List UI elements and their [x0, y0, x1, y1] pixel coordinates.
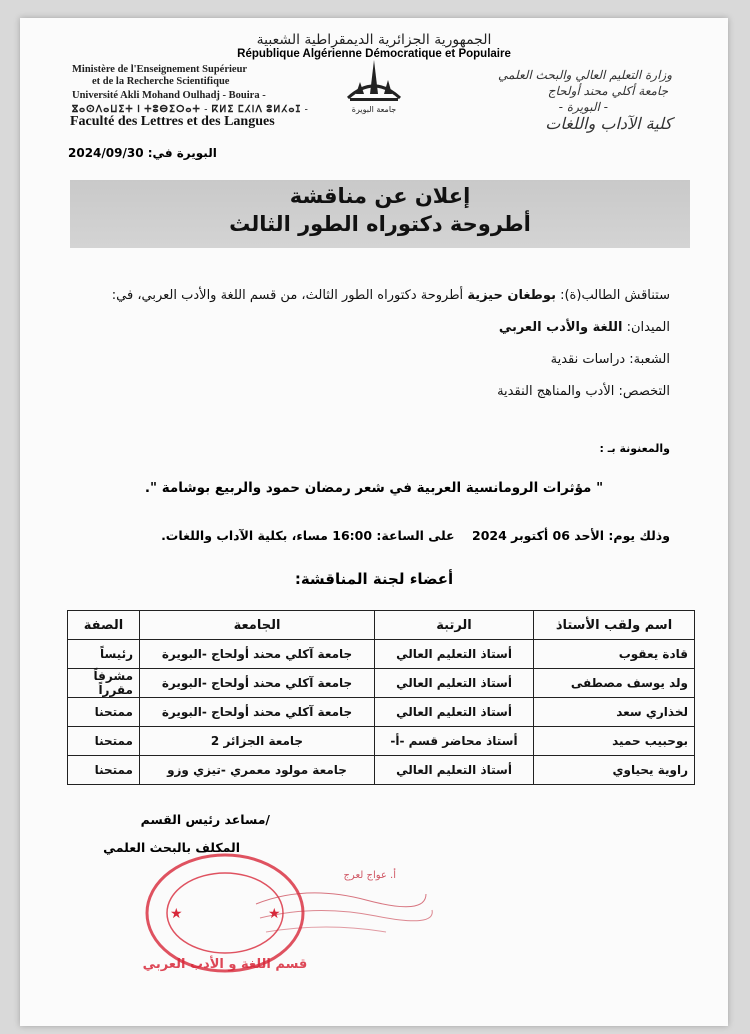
table-row	[68, 698, 695, 727]
ministry-french-1: Ministère de l'Enseignement Supérieur	[72, 64, 248, 75]
header-role: الصفة	[68, 611, 140, 640]
document-page	[20, 18, 728, 1026]
specialty-value: الأدب والمناهج النقدية	[497, 384, 615, 399]
header-name: اسم ولقب الأستاذ	[534, 611, 695, 640]
member-name: لخذاري سعد	[534, 698, 695, 727]
member-rank: أستاذ التعليم العالي	[375, 756, 534, 785]
table-header-row	[68, 611, 695, 640]
field-line	[499, 320, 670, 335]
document-date	[68, 146, 217, 160]
member-name: راوية يحياوي	[534, 756, 695, 785]
banner-title: إعلان عن مناقشة	[289, 184, 471, 208]
date-value: 2024/09/30	[68, 146, 144, 160]
logo-text: جامعة البويرة	[351, 105, 397, 114]
committee-title: أعضاء لجنة المناقشة:	[294, 570, 454, 588]
branch-label: الشعبة:	[629, 352, 670, 367]
university-logo-icon	[338, 54, 410, 118]
member-role: ممتحنا	[68, 727, 140, 756]
university-tifinagh: ⴵⴰⵙⴷⴰⵡⵉⵜ ⵏ ⵜⵓⴱⵉⵔⴰⵜ - ⴽⵍⵉ ⵎⵃⵏⴷ ⵓⵍⵃⴰⵊ -	[72, 105, 309, 115]
defense-time-place: على الساعة: 16:00 مساء، بكلية الآداب واللغات.	[161, 528, 455, 543]
member-university: جامعة آكلي محند أولحاج -البويرة	[140, 640, 375, 669]
signatory-stamp-icon	[246, 864, 436, 964]
date-label: البويرة في:	[147, 146, 217, 160]
signature-title-2: المكلف بالبحث العلمي	[103, 840, 240, 855]
branch-line	[551, 352, 670, 367]
member-rank: أستاذ التعليم العالي	[375, 640, 534, 669]
table-row	[68, 669, 695, 698]
university-arabic: جامعة أكلي محند أولحاج	[547, 84, 668, 98]
svg-text:★: ★	[268, 906, 281, 922]
intro-prefix: ستناقش الطالب(ة):	[560, 288, 670, 303]
intro-line	[112, 288, 670, 303]
faculty-arabic: كلية الآداب واللغات	[545, 114, 672, 133]
member-name: بوحبيب حميد	[534, 727, 695, 756]
ministry-arabic: وزارة التعليم العالي والبحث العلمي	[498, 68, 672, 82]
member-rank: أستاذ التعليم العالي	[375, 698, 534, 727]
specialty-label: التخصص:	[618, 384, 670, 399]
field-value: اللغة والأدب العربي	[498, 320, 623, 335]
defense-datetime	[161, 528, 670, 543]
signature-title-1: /مساعد رئيس القسم	[140, 812, 270, 827]
table-row	[68, 640, 695, 669]
defense-day: وذلك يوم: الأحد 06 أكتوبر	[511, 528, 670, 543]
member-role: مشرفاً مقرراً	[68, 669, 140, 698]
republic-french: République Algérienne Démocratique et Populaire	[237, 48, 511, 60]
member-university: جامعة الجزائر 2	[140, 727, 375, 756]
defense-year: 2024	[472, 528, 507, 543]
member-university: جامعة آكلي محند أولحاج -البويرة	[140, 698, 375, 727]
header-rank: الرتبة	[375, 611, 534, 640]
member-university: جامعة آكلي محند أولحاج -البويرة	[140, 669, 375, 698]
ministry-french-2: et de la Recherche Scientifique	[92, 76, 230, 87]
faculty-french: Faculté des Lettres et des Langues	[70, 114, 275, 129]
student-name: بوطغان حيزية	[467, 288, 556, 303]
member-role: ممتحنا	[68, 698, 140, 727]
stamp-text: قسم اللغة و الأدب العربي	[142, 957, 308, 972]
specialty-line	[497, 384, 670, 399]
member-role: ممتحنا	[68, 756, 140, 785]
svg-text:★: ★	[170, 906, 183, 922]
member-rank: أستاذ محاضر قسم -أ-	[375, 727, 534, 756]
city-arabic: - البويرة -	[558, 100, 608, 114]
member-role: رئيساً	[68, 640, 140, 669]
signatory-name: أ. عواج لعرج	[343, 870, 396, 881]
table-row	[68, 756, 695, 785]
banner-subtitle: أطروحة دكتوراه الطور الثالث	[229, 212, 531, 236]
branch-value: دراسات نقدية	[550, 352, 626, 367]
table-row	[68, 727, 695, 756]
republic-arabic: الجمهورية الجزائرية الديمقراطية الشعبية	[256, 32, 492, 48]
announcement-banner	[70, 180, 690, 248]
thesis-title: " مؤثرات الرومانسية العربية في شعر رمضان حمود والربيع بوشامة ".	[144, 480, 604, 496]
member-university: جامعة مولود معمري -تيزي وزو	[140, 756, 375, 785]
committee-table	[67, 610, 695, 785]
titled-label: والمعنونة بـ :	[599, 442, 670, 455]
header-university: الجامعة	[140, 611, 375, 640]
member-name: ولد يوسف مصطفى	[534, 669, 695, 698]
member-name: قادة يعقوب	[534, 640, 695, 669]
university-french: Université Akli Mohand Oulhadj - Bouira -	[72, 90, 266, 101]
field-label: الميدان:	[626, 320, 670, 335]
member-rank: أستاذ التعليم العالي	[375, 669, 534, 698]
intro-suffix: أطروحة دكتوراه الطور الثالث، من قسم اللغة والأدب العربي، في:	[111, 288, 464, 303]
